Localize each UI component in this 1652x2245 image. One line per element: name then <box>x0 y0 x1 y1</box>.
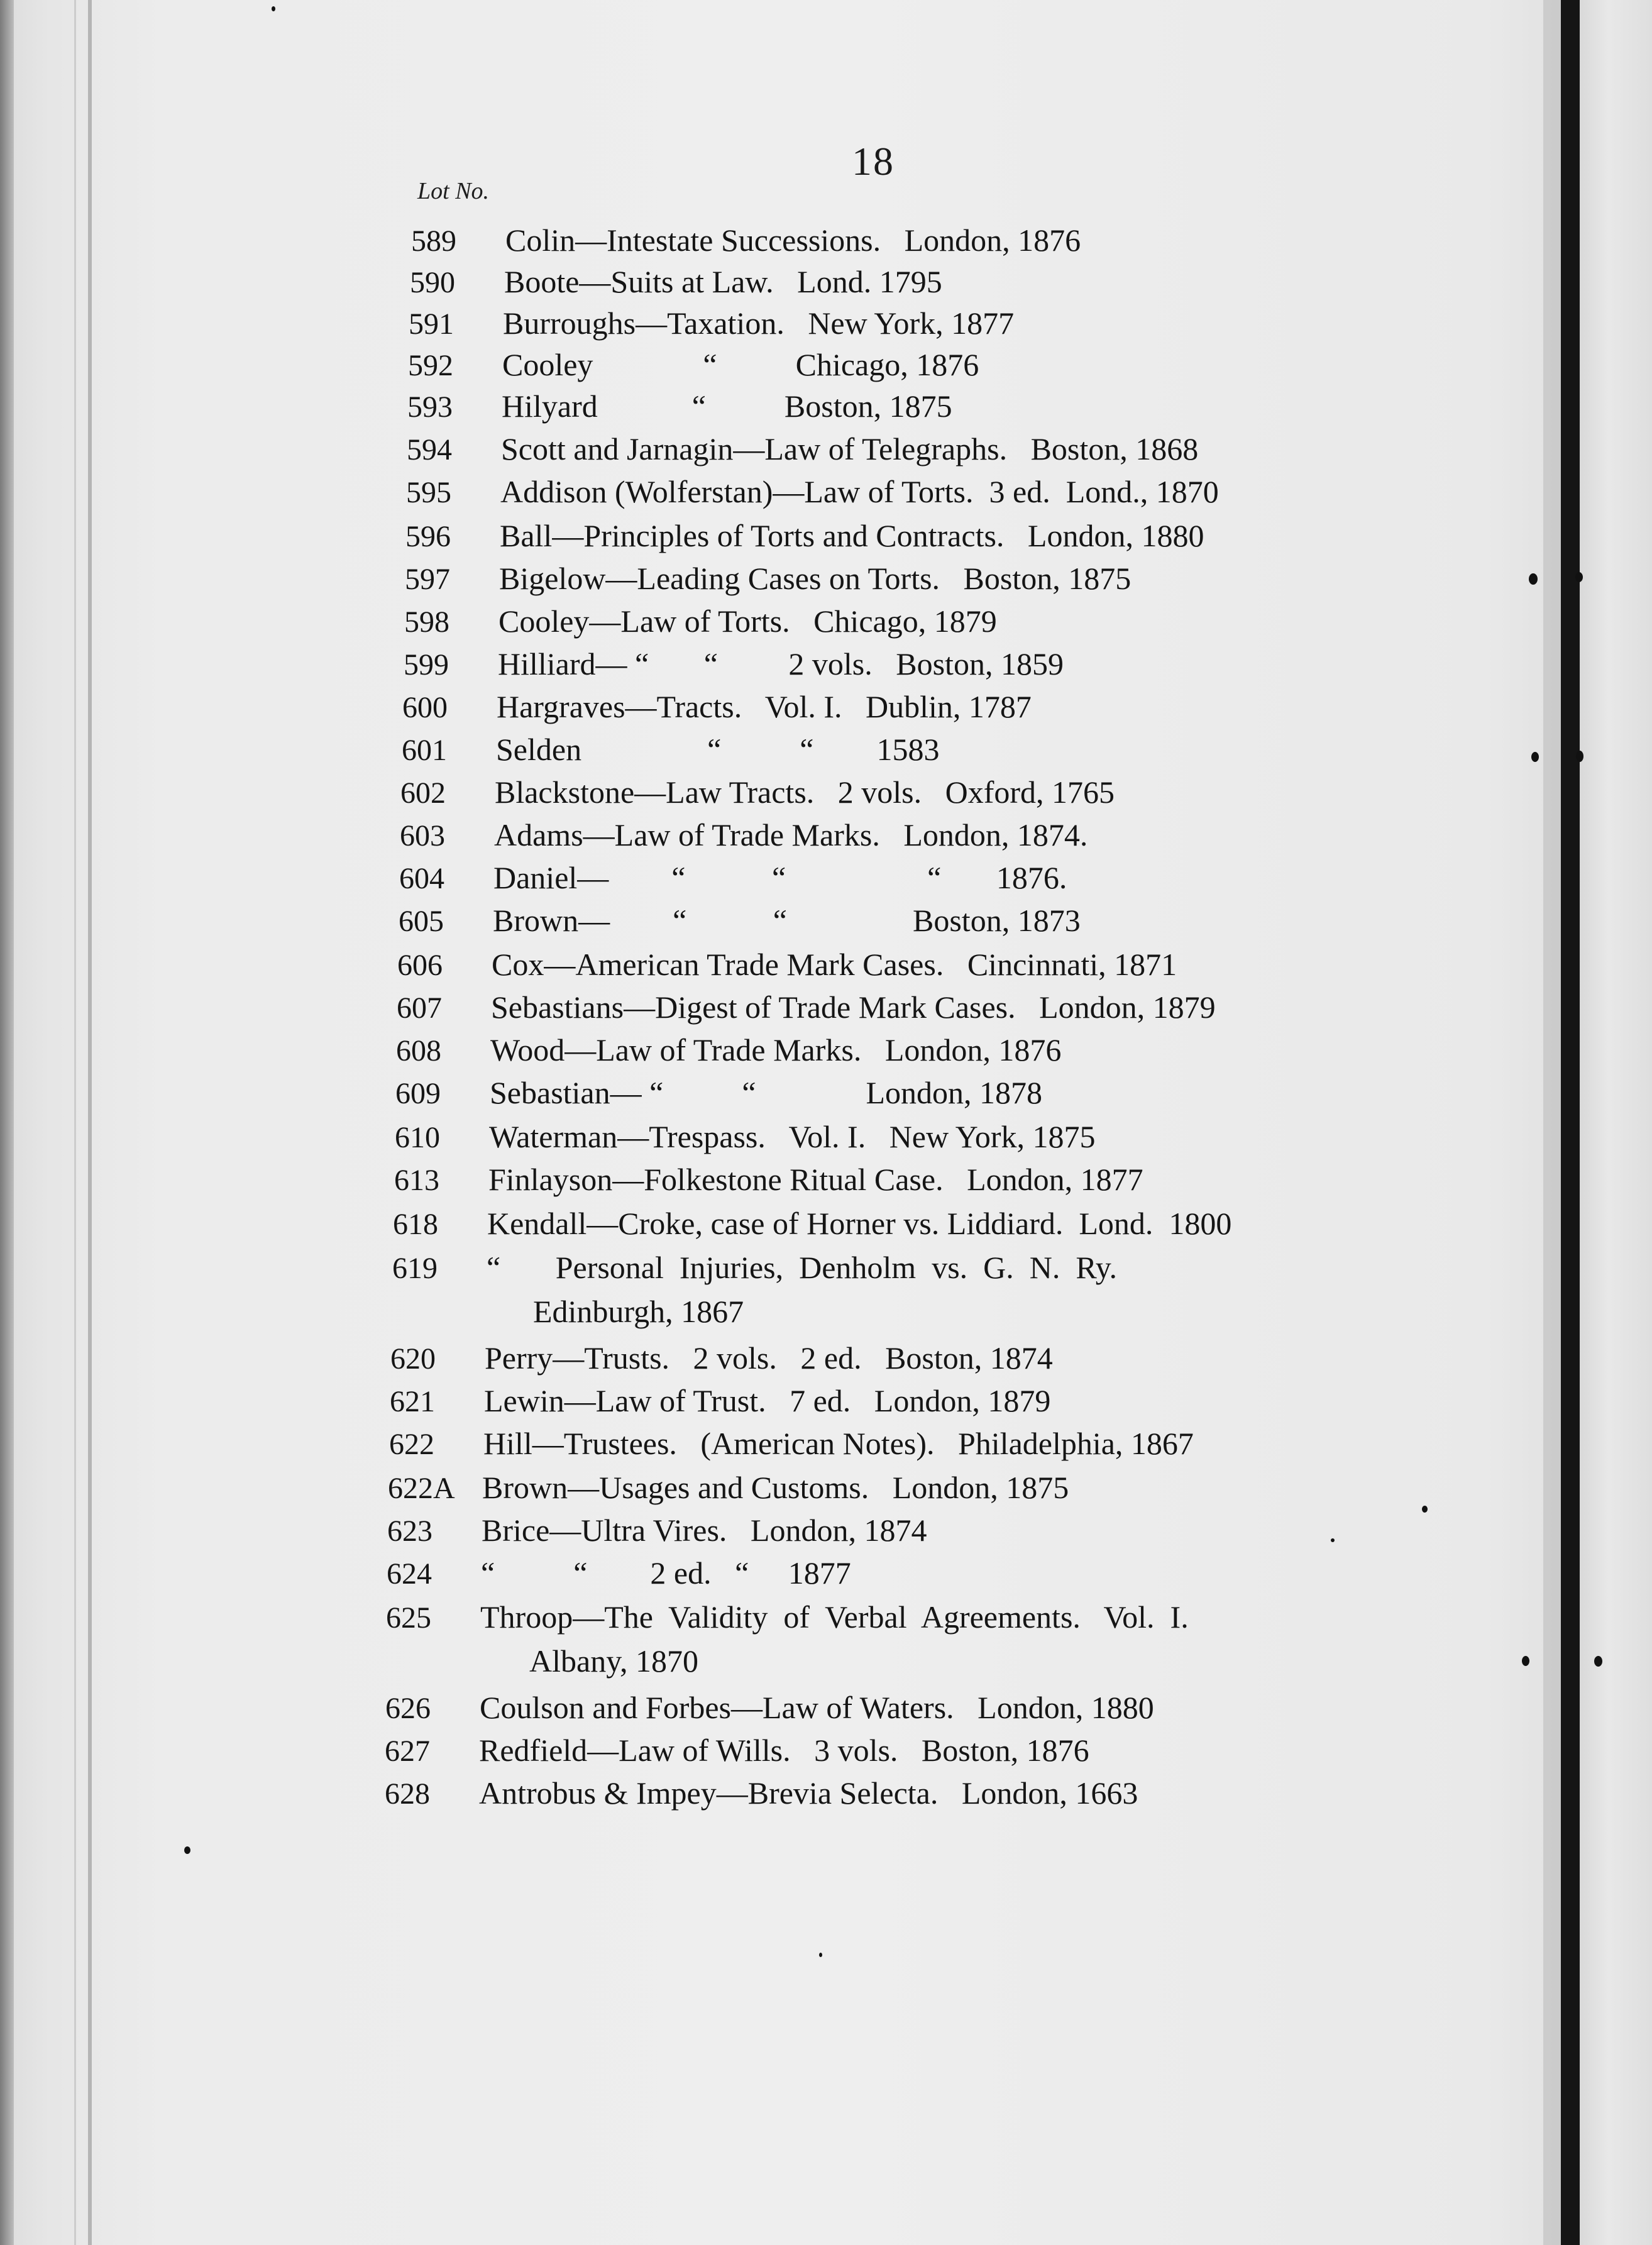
lot-description-continuation: Albany, 1870 <box>529 1643 698 1679</box>
lot-description: Selden “ “ 1583 <box>496 732 940 767</box>
lot-number: 589 <box>411 224 456 258</box>
lot-number: 626 <box>385 1692 431 1725</box>
lot-number: 602 <box>400 776 446 810</box>
dust-speck <box>1594 1656 1602 1667</box>
dust-speck <box>1576 751 1583 762</box>
list-item <box>390 1382 1050 1421</box>
lot-number: 597 <box>405 563 450 596</box>
lot-number: 610 <box>395 1121 440 1154</box>
list-item <box>396 1031 1061 1070</box>
lot-description: Burroughs—Taxation. New York, 1877 <box>503 306 1015 341</box>
lot-number: 613 <box>394 1164 439 1197</box>
lot-number: 592 <box>408 349 453 382</box>
list-item <box>400 816 1088 855</box>
list-item <box>408 346 979 385</box>
lot-description: Adams—Law of Trade Marks. London, 1874. <box>494 817 1088 852</box>
list-item <box>402 731 939 769</box>
lot-number: 618 <box>393 1208 438 1241</box>
lot-number: 596 <box>405 520 451 553</box>
list-item <box>399 902 1081 940</box>
lot-description: Bigelow—Leading Cases on Torts. Boston, 1875 <box>499 561 1132 596</box>
list-item <box>410 263 942 302</box>
list-item <box>386 1598 1189 1637</box>
list-item <box>402 688 1032 727</box>
lot-description: Hargraves—Tracts. Vol. I. Dublin, 1787 <box>497 689 1032 724</box>
lot-number: 598 <box>404 605 449 639</box>
list-item <box>389 1425 1194 1464</box>
list-item <box>393 1205 1231 1244</box>
lot-number: 594 <box>407 433 452 466</box>
lot-description: “ “ 2 ed. “ 1877 <box>481 1555 851 1591</box>
list-item <box>411 221 1081 260</box>
lot-number: 605 <box>399 905 444 938</box>
lot-number: 606 <box>397 949 443 982</box>
lot-number: 627 <box>385 1735 430 1768</box>
lot-description: Antrobus & Impey—Brevia Selecta. London, 1663 <box>479 1775 1138 1811</box>
lot-number: 624 <box>387 1557 432 1591</box>
list-item <box>390 1339 1053 1378</box>
lot-description: Sebastian— “ “ London, 1878 <box>490 1075 1043 1110</box>
lot-description: “ Personal Injuries, Denholm vs. G. N. Ry. <box>487 1250 1117 1285</box>
lot-number: 601 <box>402 734 447 767</box>
lot-description: Ball—Principles of Torts and Contracts. London, 1880 <box>500 518 1204 553</box>
lot-description: Finlayson—Folkestone Ritual Case. London, 1877 <box>488 1162 1143 1197</box>
lot-number: 603 <box>400 819 445 852</box>
lot-description: Wood—Law of Trade Marks. London, 1876 <box>490 1032 1062 1067</box>
lot-description: Cooley “ Chicago, 1876 <box>502 347 979 382</box>
list-item <box>397 946 1177 985</box>
list-item <box>400 773 1115 812</box>
page-number: 18 <box>852 139 895 184</box>
lot-description: Cox—American Trade Mark Cases. Cincinnati, 1871 <box>492 947 1177 982</box>
lot-description-continuation: Edinburgh, 1867 <box>533 1294 744 1329</box>
list-item <box>387 1554 851 1593</box>
lot-number: 620 <box>390 1342 436 1376</box>
lot-description: Brown— “ “ Boston, 1873 <box>493 903 1081 938</box>
lot-description: Addison (Wolferstan)—Law of Torts. 3 ed. Lond., 1870 <box>500 474 1219 509</box>
lot-description: Lewin—Law of Trust. 7 ed. London, 1879 <box>484 1383 1051 1418</box>
lot-description: Hilliard— “ “ 2 vols. Boston, 1859 <box>498 646 1064 681</box>
dust-speck <box>184 1846 190 1854</box>
lot-description: Waterman—Trespass. Vol. I. New York, 1875 <box>489 1119 1096 1154</box>
dust-speck <box>272 6 275 11</box>
lot-description: Coulson and Forbes—Law of Waters. London, 1880 <box>480 1690 1154 1725</box>
lot-number: 625 <box>386 1601 431 1635</box>
lot-number: 591 <box>409 307 454 341</box>
lot-number: 600 <box>402 691 448 724</box>
dust-speck <box>819 1953 822 1957</box>
lot-number: 623 <box>387 1514 432 1548</box>
lot-description: Cooley—Law of Torts. Chicago, 1879 <box>498 604 997 639</box>
lot-description: Scott and Jarnagin—Law of Telegraphs. Boston, 1868 <box>501 431 1199 466</box>
list-item <box>394 1161 1143 1200</box>
lot-description: Kendall—Croke, case of Horner vs. Liddiard. Lond. 1800 <box>487 1206 1232 1241</box>
list-item <box>387 1511 927 1550</box>
list-item <box>406 473 1219 512</box>
lot-number: 628 <box>385 1777 430 1811</box>
lot-description: Perry—Trusts. 2 vols. 2 ed. Boston, 1874 <box>485 1340 1053 1376</box>
list-item <box>395 1118 1096 1157</box>
lot-number: 608 <box>396 1034 441 1067</box>
lot-description: Brown—Usages and Customs. London, 1875 <box>482 1470 1069 1505</box>
lot-number: 621 <box>390 1385 435 1418</box>
lot-number: 593 <box>407 390 453 424</box>
list-item <box>404 602 997 641</box>
dust-speck <box>1575 572 1583 582</box>
list-item <box>405 560 1131 598</box>
lot-number: 607 <box>397 991 442 1025</box>
dust-speck <box>1531 752 1539 762</box>
lot-description: Throop—The Validity of Verbal Agreements. Vol. I. <box>480 1599 1189 1635</box>
list-item <box>407 430 1198 469</box>
list-item <box>395 1074 1042 1113</box>
lot-number: 604 <box>399 862 444 895</box>
lot-description: Redfield—Law of Wills. 3 vols. Boston, 1876 <box>479 1733 1089 1768</box>
dust-speck <box>1331 1538 1335 1542</box>
lot-number: 599 <box>404 648 449 681</box>
lot-description: Boote—Suits at Law. Lond. 1795 <box>504 264 942 299</box>
lot-number: 609 <box>395 1077 441 1110</box>
dust-speck <box>1522 1656 1529 1666</box>
list-item <box>385 1731 1089 1770</box>
list-item <box>407 387 952 426</box>
dust-speck <box>1529 573 1538 585</box>
list-item <box>385 1774 1138 1813</box>
dust-speck <box>1422 1506 1428 1513</box>
lot-description: Hill—Trustees. (American Notes). Philadelphia, 1867 <box>483 1426 1194 1461</box>
lot-number: 622A <box>388 1472 455 1505</box>
lot-number: 595 <box>406 476 451 509</box>
lot-description: Blackstone—Law Tracts. 2 vols. Oxford, 1765 <box>495 775 1115 810</box>
list-item <box>392 1249 1117 1288</box>
lot-description: Sebastians—Digest of Trade Mark Cases. London, 1879 <box>491 990 1216 1025</box>
lot-number: 622 <box>389 1428 434 1461</box>
list-item <box>388 1469 1069 1508</box>
lot-number: 619 <box>392 1252 438 1285</box>
lot-description: Hilyard “ Boston, 1875 <box>502 389 952 424</box>
lot-description: Brice—Ultra Vires. London, 1874 <box>482 1513 927 1548</box>
lot-number: 590 <box>410 266 455 299</box>
list-item <box>399 859 1067 898</box>
list-item <box>385 1689 1154 1728</box>
list-item <box>404 645 1064 684</box>
list-item <box>397 988 1216 1027</box>
lot-number-header: Lot No. <box>417 178 490 204</box>
list-item <box>409 304 1014 343</box>
lot-description: Daniel— “ “ “ 1876. <box>493 860 1067 895</box>
lot-description: Colin—Intestate Successions. London, 1876 <box>505 223 1081 258</box>
list-item <box>405 517 1204 556</box>
